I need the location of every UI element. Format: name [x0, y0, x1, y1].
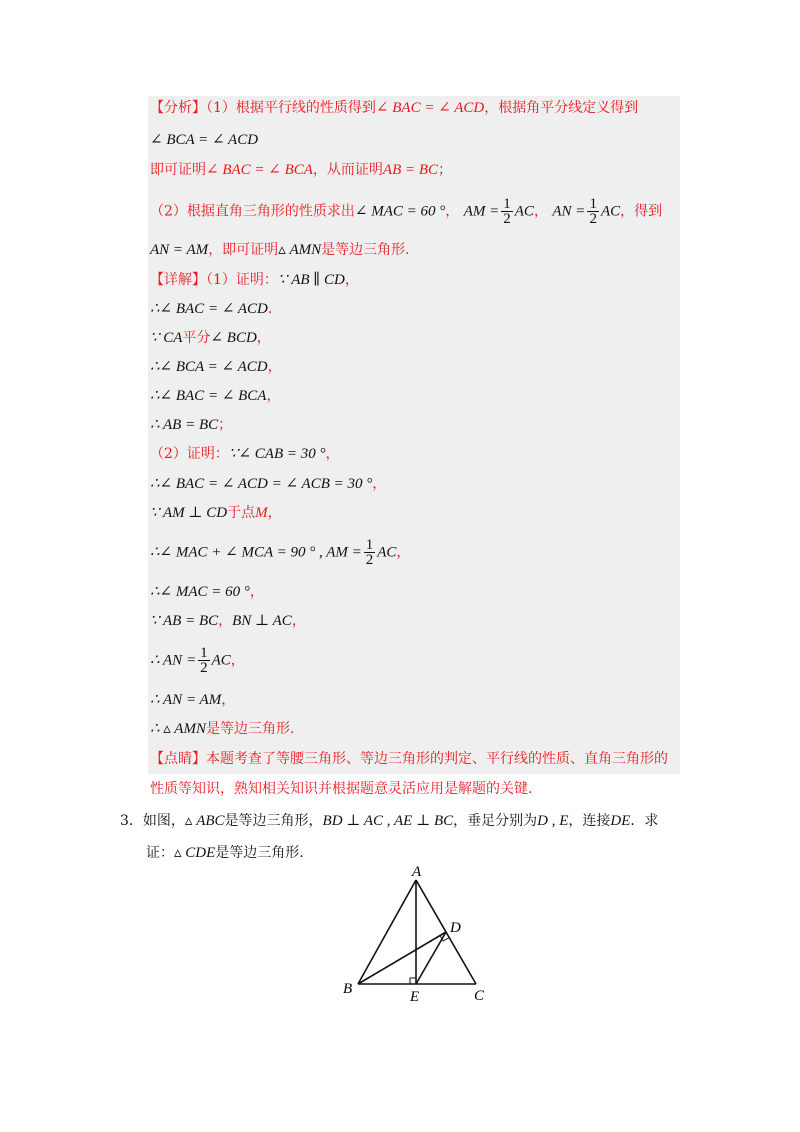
question-line-1: 3．如图，▵ ABC是等边三角形，BD ⊥ AC , AE ⊥ BC，垂足分别为D , E，连接DE．求 [120, 813, 659, 829]
analysis-line-3: 即可证明∠ BAC = ∠ BCA，从而证明AB = BC； [150, 162, 453, 178]
segment-bd [358, 932, 446, 984]
question-line-2: 证：▵ CDE是等边三角形. [146, 845, 304, 861]
label-d: D [450, 920, 461, 936]
comment-tag: 【点睛】 [150, 751, 206, 767]
detail-line-2: ∴∠ BAC = ∠ ACD. [150, 301, 273, 317]
label-a: A [412, 864, 422, 880]
comment-line-1: 【点睛】本题考查了等腰三角形、等边三角形的判定、平行线的性质、直角三角形的 [150, 751, 668, 767]
detail-line-3: ∵ CA平分∠ BCD， [150, 330, 271, 346]
comment-line-2: 性质等知识，熟知相关知识并根据题意灵活应用是解题的关键. [150, 781, 533, 797]
detail-line-15: ∴ ▵ AMN是等边三角形. [150, 721, 295, 737]
detail-line-8: ∴∠ BAC = ∠ ACD = ∠ ACB = 30 °， [150, 476, 387, 492]
detail-line-6: ∴ AB = BC； [150, 417, 233, 433]
analysis-line-5: AN = AM，即可证明▵ AMN是等边三角形. [150, 242, 410, 258]
segment-ab [358, 880, 416, 984]
detail-tag: 【详解】 [150, 272, 206, 288]
question-number: 3． [120, 813, 143, 829]
detail-line-4: ∴∠ BCA = ∠ ACD， [150, 359, 282, 375]
detail-line-11: ∴∠ MAC = 60 °， [150, 584, 264, 600]
fraction-half: $\frac{1}{2}$ [503, 196, 511, 227]
analysis-line-2: ∠ BCA = ∠ ACD [150, 132, 259, 148]
analysis-line-1: 【分析】（1）根据平行线的性质得到∠ BAC = ∠ ACD，根据角平分线定义得到 [150, 100, 639, 116]
fraction-half: $\frac{1}{2}$ [365, 537, 374, 568]
detail-line-7: （2）证明：∵∠ CAB = 30 °， [150, 446, 340, 462]
fraction-half: $\frac{1}{2}$ [589, 196, 597, 227]
label-e: E [410, 989, 420, 1005]
detail-line-12: ∵ AB = BC，BN ⊥ AC， [150, 613, 306, 629]
analysis-tag: 【分析】 [150, 100, 206, 116]
label-b: B [343, 981, 353, 997]
triangle-figure [330, 860, 500, 1010]
analysis-line-4: （2）根据直角三角形的性质求出∠ MAC = 60 °， AM = $\frac{1}{2}$ AC， AN = $\frac{1}{2}$ AC，得到 [150, 196, 663, 227]
detail-line-10: ∴∠ MAC + ∠ MCA = 90 ° , AM = $\frac{1}{2}$ AC， [150, 537, 411, 568]
detail-line-9: ∵ AM ⊥ CD于点M， [150, 505, 282, 521]
label-c: C [474, 988, 485, 1004]
detail-line-1: 【详解】（1）证明：∵ AB ∥ CD， [150, 272, 359, 288]
detail-line-13: ∴ AN = $\frac{1}{2}$ AC， [150, 645, 245, 676]
segment-de [416, 932, 446, 984]
right-angle-e [410, 978, 416, 984]
fraction-half: $\frac{1}{2}$ [200, 645, 208, 676]
detail-line-14: ∴ AN = AM， [150, 692, 236, 708]
detail-line-5: ∴∠ BAC = ∠ BCA， [150, 388, 281, 404]
